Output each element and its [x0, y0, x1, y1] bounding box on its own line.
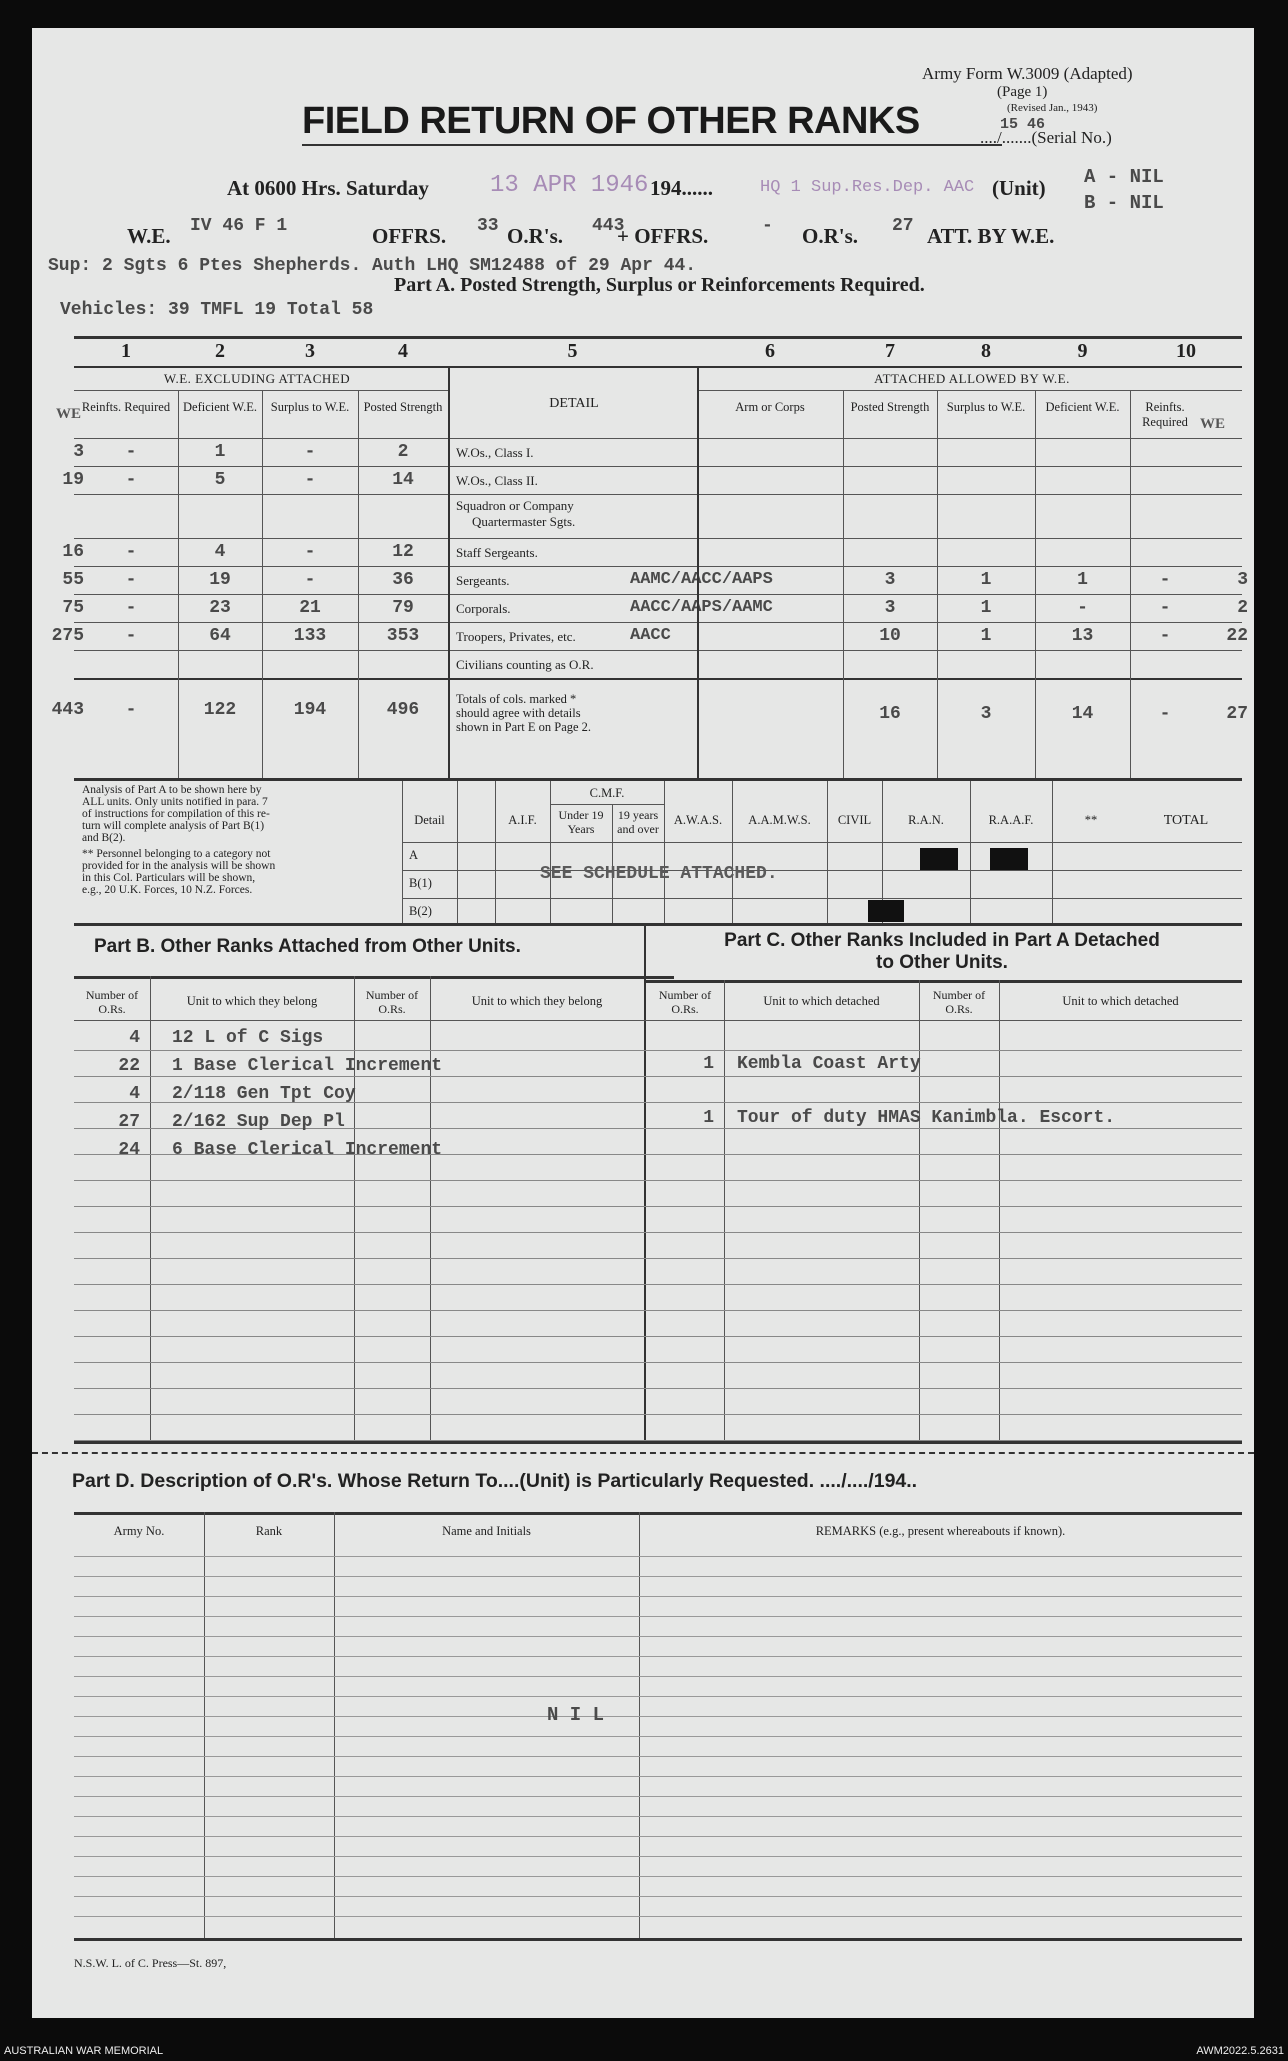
att-posted: 3	[884, 570, 896, 590]
att-label: ATT. BY W.E.	[927, 224, 1055, 248]
analysis-note: of instructions for compilation of this re-	[82, 808, 270, 820]
parta-subheader: Reinfts. Required	[81, 400, 171, 414]
bc-line	[74, 1336, 1242, 1337]
bc-line	[74, 1258, 1242, 1259]
v3	[358, 390, 359, 778]
footer-right: AWM2022.5.2631	[1196, 2045, 1284, 2057]
pd-line	[74, 1596, 1242, 1597]
offrs-label: OFFRS.	[372, 224, 447, 248]
v5	[697, 366, 699, 778]
partb-top-rule	[74, 976, 674, 979]
parta-subheader: Reinfts. Required	[1142, 400, 1188, 429]
va3	[550, 781, 551, 923]
detail-label: Sergeants.	[456, 573, 510, 588]
pd-name: Name and Initials	[442, 1524, 531, 1538]
totals-note-2: should agree with details	[456, 706, 581, 720]
va10	[1052, 781, 1053, 923]
bc-line	[74, 1310, 1242, 1311]
att-deficient: -	[1077, 598, 1088, 618]
parta-row-rule	[74, 622, 1242, 623]
pd-line	[74, 1856, 1242, 1857]
deficient-we: 19	[209, 570, 231, 590]
ors-label: O.R's.	[507, 224, 564, 248]
total-posted: 496	[386, 700, 420, 720]
parta-subheader: Surplus to W.E.	[270, 400, 350, 414]
bc-line	[74, 1050, 1242, 1051]
att-allowed-rule	[698, 390, 1242, 391]
form-page-no: (Page 1)	[997, 84, 1048, 100]
press-imprint: N.S.W. L. of C. Press—St. 897,	[74, 1956, 227, 1970]
we-value: 75	[62, 598, 84, 618]
pb-unit: 1 Base Clerical Increment	[172, 1056, 443, 1076]
pb-h-num: Number of O.Rs.	[85, 988, 139, 1016]
pd-nil: N I L	[547, 1704, 605, 1726]
v2	[262, 390, 263, 778]
we-right-value: 2	[1237, 598, 1248, 618]
redaction-raaf	[990, 848, 1028, 870]
bc-line	[74, 1414, 1242, 1415]
pb-unit: 2/118 Gen Tpt Coy	[172, 1084, 356, 1104]
we-excl-header: W.E. EXCLUDING ATTACHED	[163, 371, 351, 386]
att-allowed-header: ATTACHED ALLOWED BY W.E.	[874, 371, 1070, 386]
vb1	[150, 976, 151, 1441]
total-att-reinfts: -	[1159, 704, 1171, 724]
total-att-deficient: 14	[1071, 704, 1094, 724]
pd-line	[74, 1676, 1242, 1677]
deficient-we: 64	[209, 626, 231, 646]
pd-line	[74, 1776, 1242, 1777]
parta-subheader: Deficient W.E.	[1045, 400, 1120, 414]
b-nil: B - NIL	[1084, 192, 1164, 214]
perforation	[32, 1452, 1254, 1454]
part-a-title: Part A. Posted Strength, Surplus or Reinforcements Required.	[394, 274, 925, 296]
pc-unit: Kembla Coast Arty	[737, 1054, 921, 1074]
surplus-we: -	[304, 442, 316, 462]
plus-offrs-value: -	[762, 216, 773, 236]
pb-unit: 2/162 Sup Dep Pl	[172, 1112, 345, 1132]
colnum-rule	[74, 366, 1242, 368]
an-aamws: A.A.M.W.S.	[748, 813, 811, 827]
ors2-label: O.R's.	[802, 224, 859, 248]
vehicles-line: Vehicles: 39 TMFL 19 Total 58	[60, 300, 374, 320]
pb-count: 4	[129, 1084, 140, 1104]
surplus-we: -	[304, 542, 316, 562]
pb-count: 27	[118, 1112, 140, 1132]
pb-h-unit2: Unit to which they belong	[471, 994, 603, 1008]
reinfts-required: -	[125, 598, 137, 618]
bc-line	[74, 1180, 1242, 1181]
partd-bottom-rule	[74, 1938, 1242, 1941]
col-number: 1	[121, 340, 131, 362]
detail-label: Troopers, Privates, etc.	[456, 629, 576, 644]
pd-remarks: REMARKS (e.g., present whereabouts if known).	[815, 1524, 1066, 1538]
va6	[732, 781, 733, 923]
an-rule3	[402, 898, 1242, 899]
offrs-value: 33	[477, 216, 499, 236]
reinfts-required: -	[125, 542, 137, 562]
reinfts-required: -	[125, 442, 137, 462]
att-reinfts: -	[1159, 626, 1171, 646]
analysis-note: provided for in the analysis will be shown	[82, 860, 276, 872]
att-deficient: 1	[1077, 570, 1088, 590]
an-aif: A.I.F.	[508, 813, 537, 827]
posted-strength: 2	[397, 442, 409, 462]
pd-line	[74, 1716, 1242, 1717]
pc-count: 1	[703, 1108, 714, 1128]
bc-line	[74, 1232, 1242, 1233]
detail-label-2: Quartermaster Sgts.	[472, 514, 576, 529]
bc-line	[74, 1362, 1242, 1363]
parta-subheader: Deficient W.E.	[183, 400, 257, 414]
pc-h-unit2: Unit to which detached	[1062, 994, 1179, 1008]
sup-line: Sup: 2 Sgts 6 Ptes Shepherds. Auth LHQ SM12488 of 29 Apr 44.	[48, 256, 697, 276]
an-row-b1: B(1)	[409, 876, 432, 890]
serial-number: ..../.......(Serial No.)	[980, 128, 1112, 147]
analysis-note: Analysis of Part A to be shown here by	[82, 784, 262, 796]
va9	[970, 781, 971, 923]
va7	[827, 781, 828, 923]
parta-top-rule	[74, 336, 1242, 339]
detail-label: W.Os., Class II.	[456, 473, 538, 488]
totals-note-3: shown in Part E on Page 2.	[456, 720, 592, 734]
pd-line	[74, 1576, 1242, 1577]
pd-line	[74, 1816, 1242, 1817]
an-rule1	[402, 842, 1242, 843]
pd-line	[74, 1696, 1242, 1697]
schedule-attached: SEE SCHEDULE ATTACHED.	[540, 864, 778, 884]
col-number: 9	[1077, 340, 1088, 362]
an-row-b2: B(2)	[409, 904, 432, 918]
pc-unit: Tour of duty HMAS Kanimbla. Escort.	[737, 1108, 1116, 1128]
pd-army-no: Army No.	[113, 1524, 165, 1538]
we-right-value: 22	[1226, 626, 1248, 646]
pb-count: 24	[118, 1140, 140, 1160]
partc-top-rule	[644, 980, 1242, 983]
detail-label: Civilians counting as O.R.	[456, 657, 594, 672]
form-revised: (Revised Jan., 1943)	[1007, 102, 1098, 114]
pd-line	[74, 1736, 1242, 1737]
pc-h-num: Number of O.Rs.	[658, 988, 712, 1016]
col-number: 10	[1176, 340, 1196, 362]
parta-subheader: Posted Strength	[363, 400, 443, 414]
partd-top-rule	[74, 1512, 1242, 1515]
we-right-value: 3	[1237, 570, 1248, 590]
part-d-title: Part D. Description of O.R's. Whose Return To....(Unit) is Particularly Requested. ..../..../194..	[72, 1470, 918, 1492]
posted-strength: 36	[392, 570, 414, 590]
pc-h-num2: Number of O.Rs.	[932, 988, 986, 1016]
parta-totals-rule	[74, 678, 1242, 680]
reinfts-required: -	[125, 470, 137, 490]
total-deficient: 122	[203, 700, 237, 720]
pd-line	[74, 1656, 1242, 1657]
att-deficient: 13	[1071, 626, 1094, 646]
an-row-a: A	[409, 848, 419, 862]
pd-line	[74, 1896, 1242, 1897]
v9	[1130, 390, 1131, 778]
an-ran: R.A.N.	[908, 813, 944, 827]
reinfts-required: -	[125, 626, 137, 646]
col-number: 8	[981, 340, 991, 362]
att-surplus: 1	[980, 626, 992, 646]
detail-label: Corporals.	[456, 601, 511, 616]
bc-head-rule	[74, 1020, 1242, 1021]
att-reinfts: -	[1159, 598, 1171, 618]
surplus-we: 21	[299, 598, 321, 618]
col-number: 7	[885, 340, 895, 362]
total-att-surplus: 3	[980, 704, 992, 724]
surplus-we: -	[304, 470, 316, 490]
date-stamp: 13 APR 1946	[490, 172, 649, 199]
analysis-note: ALL units. Only units notified in para. 7	[82, 796, 268, 808]
cmf-rule	[550, 804, 664, 805]
unit-label: (Unit)	[992, 176, 1046, 200]
surplus-we: -	[304, 570, 316, 590]
an-stars: **	[1084, 813, 1098, 827]
parta-row-rule	[74, 566, 1242, 567]
parta-row-rule	[74, 466, 1242, 467]
an-over19: 19 years and over	[617, 808, 659, 836]
detail-header: DETAIL	[549, 396, 599, 411]
v1	[178, 390, 179, 778]
part-c-title-1: Part C. Other Ranks Included in Part A Detached	[724, 930, 1160, 951]
part-b-title: Part B. Other Ranks Attached from Other Units.	[94, 936, 521, 957]
total-we: 443	[51, 700, 84, 720]
form-number: Army Form W.3009 (Adapted)	[922, 64, 1133, 83]
col-number: 2	[215, 340, 225, 362]
an-total: TOTAL	[1163, 813, 1209, 828]
pd-line	[74, 1876, 1242, 1877]
plus-offrs-label: + OFFRS.	[617, 224, 709, 248]
we-excl-rule	[74, 390, 448, 391]
posted-strength: 79	[392, 598, 414, 618]
deficient-we: 5	[214, 470, 226, 490]
arm-corps: AAMC/AACC/AAPS	[630, 570, 773, 589]
arm-corps: AACC/AAPS/AAMC	[630, 598, 773, 617]
v6	[843, 390, 844, 778]
pd-line	[74, 1756, 1242, 1757]
att-surplus: 1	[980, 570, 992, 590]
reinfts-required: -	[125, 570, 137, 590]
surplus-we: 133	[293, 626, 327, 646]
an-raaf: R.A.A.F.	[988, 813, 1034, 827]
bc-line	[74, 1076, 1242, 1077]
att-reinfts: -	[1159, 570, 1171, 590]
parta-head-rule	[74, 438, 1242, 439]
an-civil: CIVIL	[837, 813, 872, 827]
we-value: 16	[62, 542, 84, 562]
year-label: 194......	[650, 176, 713, 200]
ors2-value: 27	[892, 216, 914, 236]
analysis-note: and B(2).	[82, 832, 126, 844]
part-c-title-2: to Other Units.	[876, 952, 1008, 973]
att-posted: 3	[884, 598, 896, 618]
total-reinfts: -	[125, 700, 137, 720]
col-number: 4	[398, 340, 408, 362]
an-rule2	[402, 870, 1242, 871]
ors-value: 443	[592, 216, 625, 236]
pb-h-unit: Unit to which they belong	[186, 994, 318, 1008]
posted-strength: 353	[386, 626, 420, 646]
totals-note-1: Totals of cols. marked *	[456, 692, 577, 706]
parta-row-rule	[74, 594, 1242, 595]
bc-line	[74, 1206, 1242, 1207]
col-number: 3	[305, 340, 315, 362]
detail-label: Squadron or Company	[456, 498, 574, 513]
time-label: At 0600 Hrs. Saturday	[227, 176, 429, 200]
bc-line	[74, 1284, 1242, 1285]
we-value: IV 46 F 1	[190, 216, 288, 236]
redaction-civil	[868, 900, 904, 922]
a-nil: A - NIL	[1084, 166, 1164, 188]
total-surplus: 194	[293, 700, 327, 720]
footer-left: AUSTRALIAN WAR MEMORIAL	[4, 2045, 164, 2057]
detail-label: Staff Sergeants.	[456, 545, 538, 560]
we-label: W.E.	[127, 224, 171, 248]
redaction-ran	[920, 848, 958, 870]
an-detail: Detail	[414, 813, 445, 827]
va0	[402, 781, 403, 923]
pb-unit: 12 L of C Sigs	[172, 1028, 324, 1048]
parta-row-rule	[74, 538, 1242, 539]
pd-line	[74, 1836, 1242, 1837]
pb-unit: 6 Base Clerical Increment	[172, 1140, 443, 1160]
an-awas: A.W.A.S.	[673, 813, 723, 827]
pc-count: 1	[703, 1054, 714, 1074]
we-value: 55	[62, 570, 84, 590]
an-under19: Under 19 Years	[558, 808, 604, 836]
form-title: FIELD RETURN OF OTHER RANKS	[302, 100, 920, 142]
posted-strength: 14	[392, 470, 414, 490]
parta-subheader: Arm or Corps	[735, 400, 805, 414]
analysis-note: in this Col. Particulars will be shown,	[82, 872, 256, 884]
v7	[937, 390, 938, 778]
pd-line	[74, 1616, 1242, 1617]
we-left-label: WE	[56, 406, 82, 422]
att-posted: 10	[879, 626, 901, 646]
deficient-we: 1	[214, 442, 226, 462]
analysis-bottom-rule	[74, 923, 1242, 926]
parta-bottom-rule	[74, 778, 1242, 781]
serial-handwritten: 15 46	[1000, 116, 1046, 133]
va5	[664, 781, 665, 923]
vb2	[354, 976, 355, 1441]
an-cmf: C.M.F.	[589, 786, 625, 800]
pd-line	[74, 1916, 1242, 1917]
analysis-note: ** Personnel belonging to a category not	[82, 848, 271, 860]
posted-strength: 12	[392, 542, 414, 562]
unit-stamp: HQ 1 Sup.Res.Dep. AAC	[760, 178, 975, 197]
we-value: 19	[62, 470, 84, 490]
parta-row-rule	[74, 650, 1242, 651]
total-att-posted: 16	[879, 704, 901, 724]
bc-bottom-rule	[74, 1441, 1242, 1444]
analysis-note: e.g., 20 U.K. Forces, 10 N.Z. Forces.	[82, 884, 253, 896]
pc-h-unit: Unit to which detached	[763, 994, 880, 1008]
total-we-right: 27	[1226, 704, 1248, 724]
deficient-we: 4	[214, 542, 226, 562]
we-value: 275	[51, 626, 84, 646]
att-surplus: 1	[980, 598, 992, 618]
parta-subheader: Posted Strength	[850, 400, 930, 414]
pb-h-num2: Number of O.Rs.	[365, 988, 419, 1016]
v8	[1035, 390, 1036, 778]
pd-rank: Rank	[255, 1524, 283, 1538]
pb-count: 22	[118, 1056, 140, 1076]
detail-label: W.Os., Class I.	[456, 445, 534, 460]
va1	[457, 781, 458, 923]
arm-corps: AACC	[630, 626, 671, 645]
va2	[495, 781, 496, 923]
analysis-note: turn will complete analysis of Part B(1)	[82, 820, 265, 832]
pd-line	[74, 1796, 1242, 1797]
parta-row-rule	[74, 494, 1242, 495]
bc-line	[74, 1388, 1242, 1389]
title-underline	[302, 144, 1002, 146]
we-value: 3	[73, 442, 84, 462]
pd-line	[74, 1636, 1242, 1637]
pb-count: 4	[129, 1028, 140, 1048]
we-right-label: WE	[1200, 416, 1226, 432]
col-number: 5	[567, 340, 578, 362]
vb3	[430, 976, 431, 1441]
pd-line	[74, 1556, 1242, 1557]
parta-subheader: Surplus to W.E.	[946, 400, 1026, 414]
v4	[448, 366, 450, 778]
col-number: 6	[765, 340, 775, 362]
form-page	[32, 28, 1254, 2018]
deficient-we: 23	[209, 598, 231, 618]
